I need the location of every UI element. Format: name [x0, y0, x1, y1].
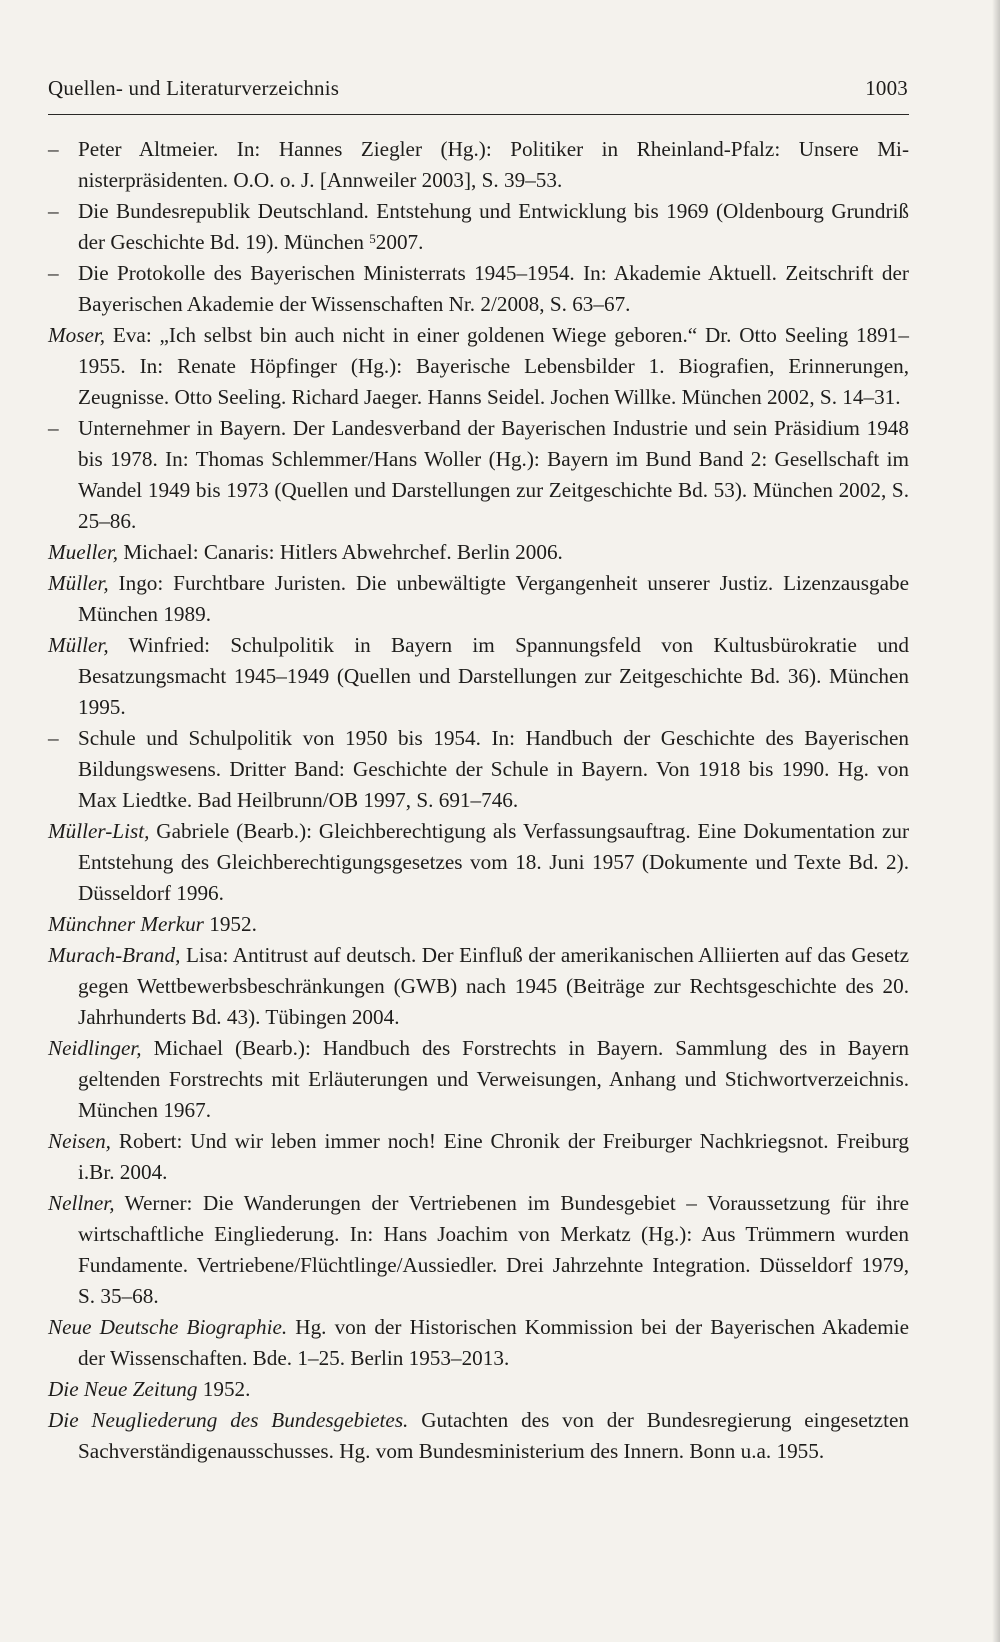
bibliography-entry [48, 816, 909, 909]
repeat-author-dash: – [48, 726, 59, 750]
bibliography-entry [48, 413, 909, 537]
entry-text: Ingo: Furchtbare Juristen. Die unbewältigte Vergangenheit unserer Justiz. Lizenzausgabe München 1989. [78, 571, 909, 626]
repeat-author-dash: – [48, 261, 59, 285]
entry-author: Müller, [48, 571, 109, 595]
entry-text: Gutachten des von der Bundesregierung eingesetzten Sachverständigenausschusses. Hg. vom Bundesministerium des Innern. Bonn u.a. 1955. [78, 1408, 909, 1463]
entry-text: Peter Altmeier. In: Hannes Ziegler (Hg.): Politiker in Rheinland-Pfalz: Unsere Ministerpräsidenten. O.O. o. J. [Annweiler 2003], S. 39–53. [78, 137, 909, 192]
entry-author: Moser, [48, 323, 106, 347]
entry-text: Werner: Die Wanderungen der Vertriebenen im Bundesgebiet – Voraussetzung für ihre wirtschaftliche Eingliederung. In: Hans Joachim von Merkatz (Hg.): Aus Trümmern wurden Fundamente. Vertriebene/Flüchtlinge/Aussiedler. Drei Jahrzehnte Integration. Düsseldorf 1979, S. 35–68. [78, 1191, 909, 1308]
bibliography-entry [48, 1188, 909, 1312]
entry-author: Münchner Merkur [48, 912, 204, 936]
entry-author: Neue Deutsche Biographie. [48, 1315, 288, 1339]
bibliography-entry [48, 258, 909, 320]
bibliography-entry [48, 1033, 909, 1126]
entry-text: Eva: „Ich selbst bin auch nicht in einer goldenen Wiege geboren.“ Dr. Otto Seeling 1891–1955. In: Renate Höpfinger (Hg.): Bayerische Lebensbilder 1. Biografien, Erinnerungen, Zeugnisse. Otto Seeling. Richard Jaeger. Hanns Seidel. Jochen Willke. München 2002, S. 14–31. [78, 323, 909, 409]
entry-author: Die Neue Zeitung [48, 1377, 198, 1401]
bibliography-entry [48, 1405, 909, 1467]
entry-author: Neisen, [48, 1129, 111, 1153]
bibliography-entry [48, 568, 909, 630]
entry-author: Müller-List, [48, 819, 150, 843]
entry-author: Nellner, [48, 1191, 115, 1215]
bibliography-entry [48, 909, 909, 940]
running-head [48, 76, 908, 101]
bibliography-entry [48, 134, 909, 196]
bibliography-entry [48, 537, 909, 568]
bibliography-entry [48, 630, 909, 723]
repeat-author-dash: – [48, 199, 59, 223]
edition-superscript: 5 [369, 231, 376, 246]
page-number: 1003 [865, 76, 908, 100]
entry-author: Murach-Brand, [48, 943, 181, 967]
entry-text: Die Bundesrepublik Deutschland. Entstehung und Entwicklung bis 1969 (Oldenbourg Grundriß der Geschichte Bd. 19). München [78, 199, 909, 254]
entry-text: Lisa: Antitrust auf deutsch. Der Einfluß der amerikanischen Alliierten auf das Gesetz gegen Wettbewerbsbeschränkungen (GWB) nach 1945 (Beiträge zur Rechtsgeschichte des 20. Jahrhunderts Bd. 43). Tübingen 2004. [78, 943, 909, 1029]
header-rule [48, 114, 909, 115]
entry-text: Michael: Canaris: Hitlers Abwehrchef. Berlin 2006. [118, 540, 563, 564]
entry-text: Schule und Schulpolitik von 1950 bis 1954. In: Handbuch der Geschichte des Bayerischen Bildungswesens. Dritter Band: Geschichte der Schule in Bayern. Von 1918 bis 1990. Hg. von Max Liedtke. Bad Heilbrunn/OB 1997, S. 691–746. [78, 726, 909, 812]
entry-text: 1952. [203, 912, 257, 936]
entry-text: Michael (Bearb.): Handbuch des Forstrechts in Bayern. Sammlung des in Bayern geltenden Forstrechts mit Erläuterungen und Verweisungen, Anhang und Stichwortverzeichnis. München 1967. [78, 1036, 909, 1122]
bibliography-entry [48, 1126, 909, 1188]
entry-author: Neidlinger, [48, 1036, 142, 1060]
repeat-author-dash: – [48, 137, 59, 161]
section-title: Quellen- und Literaturverzeichnis [48, 76, 340, 100]
bibliography-entry [48, 1312, 909, 1374]
bibliography-entry [48, 320, 909, 413]
entry-author: Die Neugliederung des Bundesgebietes. [48, 1408, 409, 1432]
entry-text: Unternehmer in Bayern. Der Landesverband der Bayerischen Industrie und sein Präsidium 1948 bis 1978. In: Thomas Schlemmer/Hans Woller (Hg.): Bayern im Bund Band 2: Gesellschaft im Wandel 1949 bis 1973 (Quellen und Darstellungen zur Zeitgeschichte Bd. 53). München 2002, S. 25–86. [78, 416, 909, 533]
entry-text: Gabriele (Bearb.): Gleichberechtigung als Verfassungsauftrag. Eine Dokumentation zur Entstehung des Gleichberechtigungsgesetzes vom 18. Juni 1957 (Dokumente und Texte Bd. 2). Düsseldorf 1996. [78, 819, 909, 905]
bibliography-entry [48, 1374, 909, 1405]
entry-author: Mueller, [48, 540, 119, 564]
repeat-author-dash: – [48, 416, 59, 440]
entry-text: 1952. [197, 1377, 251, 1401]
entry-text-after: 2007. [375, 230, 424, 254]
bibliography-entry [48, 940, 909, 1033]
entry-text: Die Protokolle des Bayerischen Ministerrats 1945–1954. In: Akademie Aktuell. Zeitschrift der Bayerischen Akademie der Wissenschaften Nr. 2/2008, S. 63–67. [78, 261, 909, 316]
entry-author: Müller, [48, 633, 109, 657]
entry-text: Robert: Und wir leben immer noch! Eine Chronik der Freiburger Nachkriegsnot. Freiburg i.Br. 2004. [78, 1129, 909, 1184]
bibliography-entry [48, 196, 909, 258]
entry-text: Winfried: Schulpolitik in Bayern im Spannungsfeld von Kultusbürokratie und Besatzungsmacht 1945–1949 (Quellen und Darstellungen zur Zeitgeschichte Bd. 36). München 1995. [78, 633, 909, 719]
bibliography-entry [48, 723, 909, 816]
entry-text: Hg. von der Historischen Kommission bei der Bayerischen Akademie der Wissenschaften. Bde. 1–25. Berlin 1953–2013. [78, 1315, 909, 1370]
bibliography-list [48, 134, 909, 1467]
